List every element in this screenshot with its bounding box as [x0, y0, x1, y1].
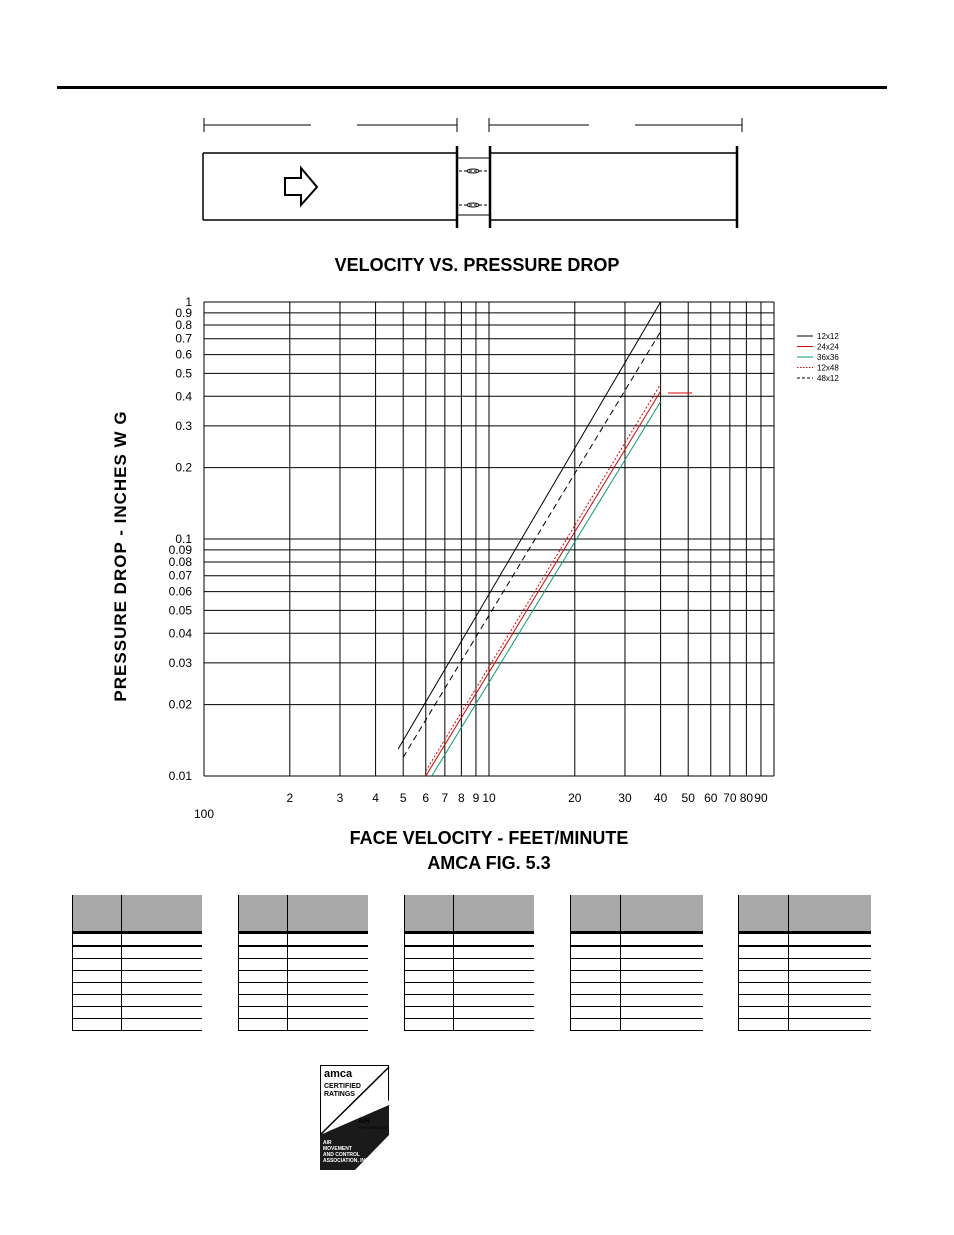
table-row: [739, 946, 872, 959]
data-table: [570, 895, 703, 1031]
x-tick-label: 30: [618, 791, 632, 805]
table-row: [571, 946, 704, 959]
x-tick-label: 4: [372, 791, 379, 805]
table-row: [73, 959, 203, 971]
x-tick-label: 100: [193, 807, 215, 821]
table-row: [239, 933, 369, 947]
series-line-36x36: [432, 402, 661, 776]
table-row: [239, 946, 369, 959]
table-row: [405, 946, 535, 959]
x-tick-label: 9: [472, 791, 480, 805]
y-tick-label: 0.2: [175, 460, 192, 475]
series-line-12x12: [398, 302, 660, 749]
series-line-48x12: [403, 332, 660, 758]
y-tick-label: 0.6: [175, 347, 192, 362]
y-tick-label: 0.05: [168, 603, 192, 618]
data-table: [72, 895, 202, 1031]
seal-ratings: RATINGS: [324, 1091, 355, 1098]
table-row: [571, 933, 704, 947]
y-tick-label: 0.1: [175, 532, 192, 546]
seal-org-2: MOVEMENT: [323, 1146, 352, 1152]
x-tick-label: 3: [336, 791, 344, 805]
y-tick-label: 0.8: [175, 317, 192, 332]
y-tick-label: 0.03: [168, 655, 192, 670]
table-row: [239, 983, 369, 995]
table-row: [739, 1007, 872, 1019]
seal-org-1: AIR: [323, 1140, 332, 1146]
table-row: [73, 1007, 203, 1019]
x-tick-label: 10: [482, 791, 496, 805]
y-tick-label: 0.7: [175, 331, 192, 346]
x-tick-label: 60: [704, 791, 718, 805]
table-row: [739, 983, 872, 995]
x-tick-label: 90: [754, 791, 768, 805]
x-tick-label: 70: [723, 791, 737, 805]
y-tick-label: 0.4: [175, 389, 192, 404]
table-row: [73, 1019, 203, 1031]
table-row: [571, 1007, 704, 1019]
table-row: [739, 933, 872, 947]
data-table: [738, 895, 871, 1031]
table-row: [739, 995, 872, 1007]
table-row: [739, 959, 872, 971]
velocity-pressure-chart: [0, 290, 954, 830]
y-tick-label: 0.01: [168, 769, 192, 783]
y-tick-label: 0.08: [168, 554, 192, 569]
seal-org-3: AND CONTROL: [323, 1152, 360, 1158]
data-table: [238, 895, 368, 1031]
legend-label: 24x24: [817, 342, 839, 352]
table-row: [405, 933, 535, 947]
x-tick-label: 50: [681, 791, 695, 805]
chart-title: VELOCITY VS. PRESSURE DROP: [334, 255, 620, 275]
y-tick-label: 0.06: [168, 584, 192, 599]
x-tick-label: 5: [399, 791, 407, 805]
x-tick-label: 40: [653, 791, 668, 805]
legend-label: 12x48: [817, 363, 839, 373]
legend-label: 48x12: [817, 374, 839, 383]
y-tick-label: 0.09: [168, 542, 192, 557]
table-row: [571, 959, 704, 971]
y-tick-label: 0.04: [168, 626, 192, 641]
figure-caption: AMCA FIG. 5.3: [427, 853, 551, 873]
data-table: [404, 895, 534, 1031]
table-row: [571, 1019, 704, 1031]
table-row: [739, 971, 872, 983]
table-row: [405, 959, 535, 971]
table-row: [73, 933, 203, 947]
table-row: [73, 946, 203, 959]
x-tick-label: 80: [739, 791, 754, 805]
y-tick-label: 0.02: [168, 697, 192, 712]
table-row: [405, 971, 535, 983]
x-tick-label: 2: [286, 791, 294, 805]
x-axis-label: FACE VELOCITY - FEET/MINUTE: [349, 828, 629, 848]
table-row: [73, 971, 203, 983]
table-row: [405, 1007, 535, 1019]
table-row: [239, 1007, 369, 1019]
airflow-arrow-icon: [285, 168, 317, 205]
legend-label: 36x36: [817, 353, 839, 362]
seal-org-4: ASSOCIATION, INC.: [323, 1158, 371, 1164]
seal-amca: amca: [324, 1068, 353, 1080]
seal-certified: CERTIFIED: [324, 1083, 361, 1090]
y-tick-label: 0.5: [175, 366, 192, 381]
table-row: [73, 983, 203, 995]
table-row: [571, 983, 704, 995]
table-row: [73, 995, 203, 1007]
seal-air: AIR: [358, 1118, 371, 1125]
table-row: [405, 1019, 535, 1031]
y-tick-label: 0.3: [175, 418, 192, 433]
x-tick-label: 8: [458, 791, 465, 805]
table-row: [571, 995, 704, 1007]
table-row: [239, 971, 369, 983]
y-tick-label: 0.07: [168, 568, 192, 583]
table-row: [239, 959, 369, 971]
duct-test-diagram: [195, 110, 755, 240]
amca-certified-seal: [320, 1065, 390, 1171]
table-row: [739, 1019, 872, 1031]
table-row: [405, 995, 535, 1007]
table-row: [239, 995, 369, 1007]
legend-label: 12x12: [817, 332, 839, 341]
table-row: [239, 1019, 369, 1031]
top-rule: [57, 86, 887, 89]
y-tick-label: 1: [185, 295, 192, 309]
x-tick-label: 20: [568, 791, 582, 805]
table-row: [571, 971, 704, 983]
table-row: [405, 983, 535, 995]
x-tick-label: 6: [422, 791, 430, 805]
seal-performance: PERFORMANCE: [358, 1125, 390, 1130]
y-axis-label: PRESSURE DROP - INCHES W G: [111, 410, 130, 702]
x-tick-label: 7: [441, 791, 449, 805]
y-tick-label: 0.9: [175, 305, 192, 320]
